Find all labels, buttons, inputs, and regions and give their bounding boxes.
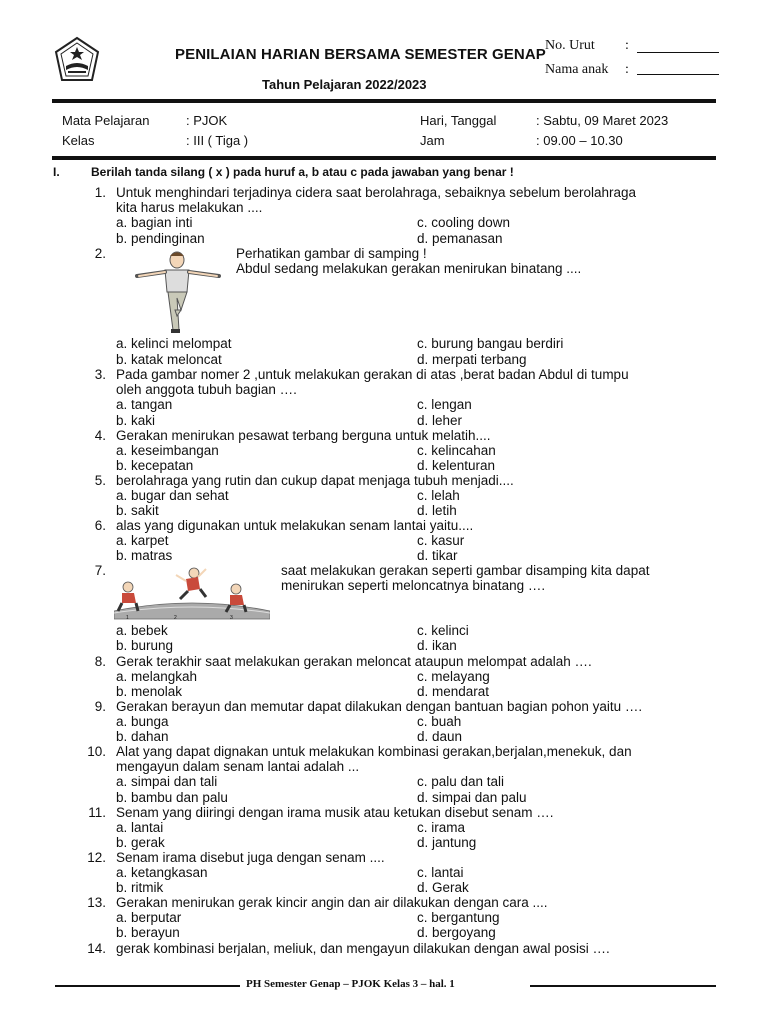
option-c[interactable]: c. lantai	[417, 865, 464, 880]
section-number: I.	[53, 165, 60, 179]
question-text: Alat yang dapat dignakan untuk melakukan kombinasi gerakan,berjalan,menekuk, dan	[116, 744, 632, 759]
question-number: 8.	[94, 654, 106, 669]
academic-year: Tahun Pelajaran 2022/2023	[262, 77, 427, 92]
no-urut-colon: :	[625, 38, 629, 53]
option-a[interactable]: a. keseimbangan	[116, 443, 219, 458]
option-a[interactable]: a. karpet	[116, 533, 169, 548]
option-b[interactable]: b. katak meloncat	[116, 352, 222, 367]
nama-anak-field[interactable]	[637, 74, 719, 75]
option-a[interactable]: a. kelinci melompat	[116, 336, 232, 351]
no-urut-label: No. Urut	[545, 38, 595, 53]
question-text: Pada gambar nomer 2 ,untuk melakukan gerakan di atas ,berat badan Abdul di tumpu	[116, 367, 629, 382]
question-number: 11.	[88, 805, 106, 820]
option-b[interactable]: b. matras	[116, 548, 173, 563]
question-text: Gerakan menirukan gerak kincir angin dan air dilakukan dengan cara ....	[116, 895, 548, 910]
option-a[interactable]: a. ketangkasan	[116, 865, 208, 880]
option-d[interactable]: d. jantung	[417, 835, 477, 850]
option-a[interactable]: a. bagian inti	[116, 215, 193, 230]
option-a[interactable]: a. bebek	[116, 623, 168, 638]
footer-rule-right	[530, 985, 716, 987]
question-number: 1.	[94, 185, 106, 200]
figure-label-3: 3	[230, 615, 233, 621]
mapel-value: : PJOK	[186, 113, 228, 128]
option-b[interactable]: b. ritmik	[116, 880, 164, 895]
kelas-value: : III ( Tiga )	[186, 133, 249, 148]
option-a[interactable]: a. berputar	[116, 910, 182, 925]
option-c[interactable]: c. lengan	[417, 397, 472, 412]
option-d[interactable]: d. pemanasan	[417, 231, 503, 246]
option-a[interactable]: a. lantai	[116, 820, 164, 835]
question-number: 14.	[87, 941, 106, 956]
question-text-cont: menirukan seperti meloncatnya binatang ….	[281, 578, 546, 593]
footer-rule-left	[55, 985, 240, 987]
question-text: berolahraga yang rutin dan cukup dapat menjaga tubuh menjadi....	[116, 473, 514, 488]
option-b[interactable]: b. menolak	[116, 684, 183, 699]
question-text-cont: Abdul sedang melakukan gerakan menirukan binatang ....	[236, 261, 582, 276]
option-a[interactable]: a. bunga	[116, 714, 169, 729]
footer-text: PH Semester Genap – PJOK Kelas 3 – hal. 1	[246, 978, 455, 990]
question-text: alas yang digunakan untuk melakukan senam lantai yaitu....	[116, 518, 474, 533]
option-a[interactable]: a. tangan	[116, 397, 173, 412]
page-title: PENILAIAN HARIAN BERSAMA SEMESTER GENAP	[175, 46, 546, 63]
question-text: Untuk menghindari terjadinya cidera saat berolahraga, sebaiknya sebelum berolahraga	[116, 185, 637, 200]
option-c[interactable]: c. kasur	[417, 533, 465, 548]
option-b[interactable]: b. burung	[116, 638, 174, 653]
question-number: 9.	[94, 699, 106, 714]
header-rule-bottom	[52, 156, 716, 160]
option-b[interactable]: b. sakit	[116, 503, 159, 518]
option-b[interactable]: b. pendinginan	[116, 231, 205, 246]
option-d[interactable]: d. leher	[417, 413, 463, 428]
figure-label-2: 2	[174, 615, 177, 621]
option-b[interactable]: b. kecepatan	[116, 458, 194, 473]
option-d[interactable]: d. Gerak	[417, 880, 469, 895]
question-text: Gerakan menirukan pesawat terbang berguna untuk melatih....	[116, 428, 491, 443]
hari-value: : Sabtu, 09 Maret 2023	[536, 113, 669, 128]
option-b[interactable]: b. kaki	[116, 413, 156, 428]
question-text: Gerakan berayun dan memutar dapat dilakukan dengan bantuan bagian pohon yaitu ….	[116, 699, 643, 714]
question-number: 10.	[87, 744, 106, 759]
option-d[interactable]: d. simpai dan palu	[417, 790, 527, 805]
option-c[interactable]: c. kelincahan	[417, 443, 496, 458]
question-text: Senam yang diiringi dengan irama musik atau ketukan disebut senam ….	[116, 805, 554, 820]
question-number: 2.	[94, 246, 106, 261]
header-rule-top	[52, 99, 716, 103]
jam-value: : 09.00 – 10.30	[536, 133, 623, 148]
question-text: Gerak terakhir saat melakukan gerakan meloncat ataupun melompat adalah ….	[116, 654, 592, 669]
question-number: 4.	[94, 428, 106, 443]
question-text: Perhatikan gambar di samping !	[236, 246, 427, 261]
figure-label-1: 1	[126, 615, 129, 621]
question-text: saat melakukan gerakan seperti gambar disamping kita dapat	[281, 563, 650, 578]
option-c[interactable]: c. irama	[417, 820, 466, 835]
option-c[interactable]: c. kelinci	[417, 623, 469, 638]
option-d[interactable]: d. kelenturan	[417, 458, 496, 473]
option-c[interactable]: c. palu dan tali	[417, 774, 505, 789]
option-d[interactable]: d. daun	[417, 729, 463, 744]
option-d[interactable]: d. mendarat	[417, 684, 490, 699]
option-c[interactable]: c. burung bangau berdiri	[417, 336, 564, 351]
option-c[interactable]: c. melayang	[417, 669, 490, 684]
option-d[interactable]: d. letih	[417, 503, 457, 518]
option-a[interactable]: a. melangkah	[116, 669, 198, 684]
crane-pose-illustration	[135, 250, 223, 334]
nama-anak-colon: :	[625, 62, 629, 77]
no-urut-field[interactable]	[637, 52, 719, 53]
option-d[interactable]: d. bergoyang	[417, 925, 496, 940]
question-number: 13.	[87, 895, 106, 910]
mapel-label: Mata Pelajaran	[62, 113, 150, 128]
question-number: 6.	[94, 518, 106, 533]
rabbit-jump-illustration	[114, 565, 270, 623]
question-text-cont: oleh anggota tubuh bagian ….	[116, 382, 297, 397]
option-d[interactable]: d. tikar	[417, 548, 458, 563]
section-instruction: Berilah tanda silang ( x ) pada huruf a, b atau c pada jawaban yang benar !	[91, 165, 514, 179]
option-b[interactable]: b. berayun	[116, 925, 180, 940]
school-emblem-logo	[52, 36, 102, 84]
option-d[interactable]: d. merpati terbang	[417, 352, 527, 367]
nama-anak-label: Nama anak	[545, 62, 609, 77]
option-a[interactable]: a. simpai dan tali	[116, 774, 218, 789]
option-c[interactable]: c. bergantung	[417, 910, 500, 925]
option-b[interactable]: b. bambu dan palu	[116, 790, 228, 805]
question-number: 5.	[94, 473, 106, 488]
question-text: gerak kombinasi berjalan, meliuk, dan mengayun dilakukan dengan awal posisi ….	[116, 941, 610, 956]
question-text: Senam irama disebut juga dengan senam ....	[116, 850, 385, 865]
hari-label: Hari, Tanggal	[420, 113, 497, 128]
option-b[interactable]: b. gerak	[116, 835, 165, 850]
question-text-cont: kita harus melakukan ....	[116, 200, 263, 215]
option-c[interactable]: c. lelah	[417, 488, 460, 503]
option-c[interactable]: c. cooling down	[417, 215, 511, 230]
question-number: 7.	[94, 563, 106, 578]
question-number: 12.	[87, 850, 106, 865]
option-a[interactable]: a. bugar dan sehat	[116, 488, 229, 503]
option-c[interactable]: c. buah	[417, 714, 462, 729]
jam-label: Jam	[420, 133, 445, 148]
option-d[interactable]: d. ikan	[417, 638, 457, 653]
option-b[interactable]: b. dahan	[116, 729, 169, 744]
kelas-label: Kelas	[62, 133, 95, 148]
question-text-cont: mengayun dalam senam lantai adalah ...	[116, 759, 360, 774]
question-number: 3.	[94, 367, 106, 382]
